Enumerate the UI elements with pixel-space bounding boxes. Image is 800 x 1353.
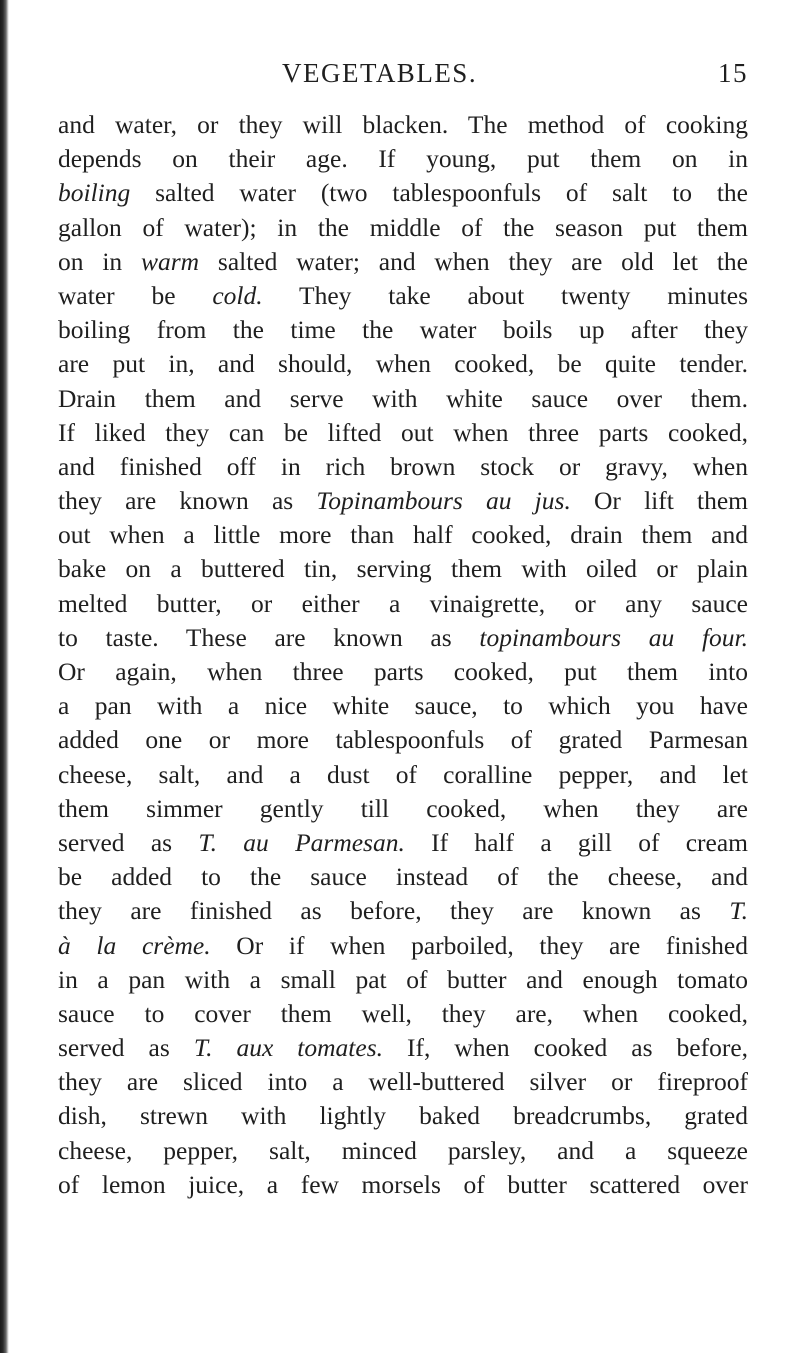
text-run: out when a little more than half cooked, drain them and bbox=[58, 520, 748, 550]
text-run: they are finished as before, they are known as bbox=[58, 896, 730, 926]
text-line bbox=[58, 518, 748, 552]
text-run: boiling from the time the water boils up after they bbox=[58, 315, 748, 345]
page-number: 15 bbox=[718, 58, 748, 88]
text-run: Or lift them bbox=[570, 486, 748, 516]
text-run: of lemon juice, a few morsels of butter scattered over bbox=[58, 1169, 748, 1199]
text-line bbox=[58, 963, 748, 997]
text-run: salted water; and when they are old let the bbox=[199, 246, 748, 276]
text-run: They take about twenty minutes bbox=[262, 280, 748, 310]
text-line bbox=[58, 655, 748, 689]
text-run: If half a gill of cream bbox=[404, 827, 748, 857]
book-spine-shadow bbox=[0, 0, 9, 1353]
running-title: VEGETABLES. bbox=[282, 58, 478, 88]
text-line bbox=[58, 689, 748, 723]
text-line bbox=[58, 347, 748, 381]
text-run: them simmer gently till cooked, when they are bbox=[58, 793, 748, 823]
text-line bbox=[58, 1134, 748, 1168]
text-run: and water, or they will blacken. The method of cooking bbox=[58, 110, 748, 139]
text-line bbox=[58, 894, 748, 928]
text-line bbox=[58, 792, 748, 826]
text-run: added one or more tablespoonfuls of grated Parmesan bbox=[58, 725, 748, 755]
text-run: are put in, and should, when cooked, be quite tender. bbox=[58, 349, 748, 379]
text-line bbox=[58, 108, 748, 142]
italic-text-run: topinambours au four. bbox=[479, 622, 748, 652]
running-head bbox=[58, 58, 748, 94]
text-run: salted water (two tablespoonfuls of salt to the bbox=[130, 178, 748, 208]
text-line bbox=[58, 176, 748, 210]
text-line bbox=[58, 552, 748, 586]
text-line bbox=[58, 587, 748, 621]
text-run: melted butter, or either a vinaigrette, or any sauce bbox=[58, 588, 748, 618]
text-run: they are known as bbox=[58, 486, 317, 516]
italic-text-run: Topinambours au jus. bbox=[316, 486, 571, 516]
text-run: Or if when parboiled, they are finished bbox=[210, 930, 748, 960]
italic-text-run: T. bbox=[729, 896, 748, 926]
text-line bbox=[58, 1099, 748, 1133]
text-line bbox=[58, 279, 748, 313]
text-line bbox=[58, 245, 748, 279]
text-line bbox=[58, 416, 748, 450]
text-run: sauce to cover them well, they are, when cooked, bbox=[58, 998, 748, 1028]
text-line bbox=[58, 860, 748, 894]
italic-text-run: cold. bbox=[212, 280, 263, 310]
text-run: be added to the sauce instead of the cheese, and bbox=[58, 862, 748, 892]
text-run: If, when cooked as before, bbox=[383, 1033, 749, 1063]
text-run: a pan with a nice white sauce, to which you have bbox=[58, 691, 748, 721]
book-page bbox=[58, 0, 748, 1353]
italic-text-run: boiling bbox=[58, 178, 131, 208]
italic-text-run: T. au Parmesan. bbox=[198, 827, 405, 857]
text-line bbox=[58, 484, 748, 518]
text-line bbox=[58, 826, 748, 860]
text-run: served as bbox=[58, 1033, 194, 1063]
text-line bbox=[58, 1065, 748, 1099]
italic-text-run: warm bbox=[140, 246, 200, 276]
text-run: water be bbox=[58, 280, 213, 310]
text-run: dish, strewn with lightly baked breadcrumbs, grated bbox=[58, 1101, 748, 1131]
text-line bbox=[58, 758, 748, 792]
text-run: to taste. These are known as bbox=[58, 622, 480, 652]
italic-text-run: à la crème. bbox=[58, 930, 211, 960]
body-text bbox=[58, 108, 748, 1202]
text-line bbox=[58, 211, 748, 245]
text-run: in a pan with a small pat of butter and enough tomato bbox=[58, 964, 748, 994]
text-run: on in bbox=[58, 246, 141, 276]
text-line bbox=[58, 621, 748, 655]
italic-text-run: T. aux tomates. bbox=[193, 1033, 384, 1063]
text-line bbox=[58, 1168, 748, 1202]
text-line bbox=[58, 723, 748, 757]
text-line bbox=[58, 382, 748, 416]
text-line bbox=[58, 313, 748, 347]
text-run: and finished off in rich brown stock or gravy, when bbox=[58, 451, 748, 481]
text-line bbox=[58, 929, 748, 963]
text-run: Or again, when three parts cooked, put them into bbox=[58, 657, 748, 686]
text-line bbox=[58, 997, 748, 1031]
text-run: Drain them and serve with white sauce over them. bbox=[58, 383, 748, 413]
text-run: gallon of water); in the middle of the season put them bbox=[58, 212, 748, 242]
text-run: cheese, salt, and a dust of coralline pepper, and let bbox=[58, 759, 748, 789]
text-run: bake on a buttered tin, serving them with oiled or plain bbox=[58, 554, 748, 584]
text-line bbox=[58, 450, 748, 484]
text-line bbox=[58, 142, 748, 176]
text-run: served as bbox=[58, 827, 199, 857]
text-run: cheese, pepper, salt, minced parsley, and a squeeze bbox=[58, 1135, 748, 1165]
text-line bbox=[58, 1031, 748, 1065]
text-run: they are sliced into a well-buttered silver or fireproof bbox=[58, 1067, 748, 1097]
text-run: depends on their age. If young, put them on in bbox=[58, 144, 748, 174]
text-run: If liked they can be lifted out when three parts cooked, bbox=[58, 417, 748, 447]
